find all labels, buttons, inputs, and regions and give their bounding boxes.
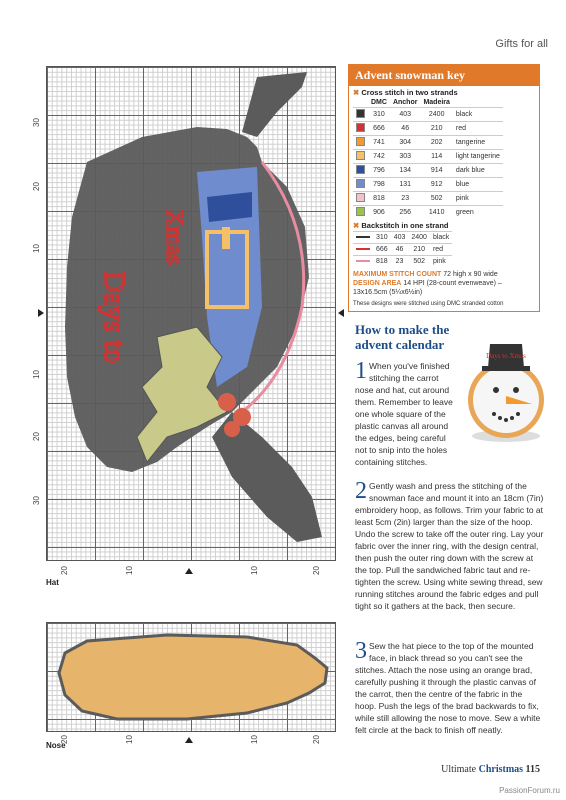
- key-cell: 256: [390, 206, 421, 220]
- col-anchor: Anchor: [392, 99, 418, 106]
- cross-heading: ✖ Cross stitch in two strands: [353, 88, 458, 97]
- key-row: [353, 122, 503, 136]
- tick-bottom-3: 10: [249, 566, 259, 575]
- buckle-pin: [222, 227, 230, 249]
- key-cell: 502: [408, 256, 430, 268]
- key-cell: red: [430, 244, 452, 256]
- key-cell: pink: [430, 256, 452, 268]
- backstitch-swatch: [356, 260, 370, 262]
- key-cell: 912: [420, 178, 452, 192]
- key-cell: blue: [453, 178, 503, 192]
- backstitch-swatch: [356, 248, 370, 250]
- key-cell: pink: [453, 192, 503, 206]
- key-symbol: [353, 108, 368, 122]
- howto-title: How to make the advent calendar: [355, 322, 450, 352]
- nose-tick-3: 10: [249, 735, 259, 744]
- page-footer: Ultimate Christmas 115: [441, 764, 540, 775]
- key-cell: 2400: [420, 108, 452, 122]
- hat-text-xmas: Xmas: [161, 209, 187, 265]
- backstitch-swatch: [356, 236, 370, 238]
- key-cell: 403: [390, 108, 421, 122]
- col-dmc: DMC: [371, 99, 387, 106]
- hat-text-vertical: Days to: [98, 270, 131, 364]
- tick-bottom-2: 10: [124, 566, 134, 575]
- thread-note: These designs were stitched using DMC stranded cotton: [353, 301, 504, 308]
- key-cell: 666: [368, 122, 390, 136]
- key-cell: 46: [390, 122, 421, 136]
- color-swatch: [356, 151, 365, 160]
- nose-label: Nose: [46, 741, 66, 750]
- section-label: Gifts for all: [495, 38, 548, 50]
- key-cell: 914: [420, 164, 452, 178]
- holly-berry-3: [224, 421, 240, 437]
- key-cell: dark blue: [453, 164, 503, 178]
- key-cell: 303: [390, 150, 421, 164]
- key-title: Advent snowman key: [349, 65, 539, 86]
- tick-left-5: 20: [31, 432, 41, 441]
- key-row: [353, 150, 503, 164]
- key-cell: 304: [390, 136, 421, 150]
- key-cell: 818: [368, 192, 390, 206]
- key-cell: black: [453, 108, 503, 122]
- tick-left-4: 10: [31, 370, 41, 379]
- key-cell: 46: [391, 244, 409, 256]
- key-cell: 1410: [420, 206, 452, 220]
- key-cell: 210: [420, 122, 452, 136]
- key-symbol: [353, 136, 368, 150]
- key-cell: 818: [373, 256, 391, 268]
- key-symbol: [353, 122, 368, 136]
- key-cell: 2400: [408, 232, 430, 244]
- carrot-nose: [59, 635, 327, 719]
- nose-tick-2: 10: [124, 735, 134, 744]
- nose-tick-4: 20: [311, 735, 321, 744]
- key-cell: 310: [373, 232, 391, 244]
- center-arrow-right: [338, 309, 344, 317]
- step-2: 2 Gently wash and press the stitching of the snowman face and mount it into an 18cm (7in) embroidery hoop, as follows. Trim your fabric to at least 5cm (2in) larger than the size of the hoop. Undo the screw to take off the outer ring. Lay your fabric over the inner ring, with the design central, then push the outer ring down with the screw at the top. Pull the sandwiched fabric taut and re-tighten the screw. Using white sewing thread, sew running stitches around the fabric edges and pull tight so it gathers at the back, then secure.: [355, 478, 544, 611]
- color-swatch: [356, 165, 365, 174]
- key-cell: 502: [420, 192, 452, 206]
- color-swatch: [356, 193, 365, 202]
- key-cell: 134: [390, 164, 421, 178]
- center-arrow-left: [38, 309, 44, 317]
- color-swatch: [356, 207, 365, 216]
- stitch-key: [348, 64, 540, 312]
- key-row: [353, 206, 503, 220]
- tick-bottom-4: 20: [311, 566, 321, 575]
- key-cell: 796: [368, 164, 390, 178]
- key-symbol: [353, 244, 373, 256]
- nose-center-arrow: [185, 737, 193, 743]
- tick-left-1: 30: [31, 118, 41, 127]
- hoop-hat-text: Days to Xmas: [486, 352, 526, 360]
- key-cell: 741: [368, 136, 390, 150]
- back-table: [353, 231, 452, 267]
- col-madeira: Madeira: [423, 99, 450, 106]
- key-cell: red: [453, 122, 503, 136]
- nose-chart: [46, 622, 336, 732]
- key-cell: 202: [420, 136, 452, 150]
- stitch-count: MAXIMUM STITCH COUNT 72 high x 90 wide DESIGN AREA 14 HPI (28-count evenweave) – 13x16.5cm (5¼x6½in): [353, 271, 502, 296]
- key-symbol: [353, 232, 373, 244]
- holly-berry-1: [218, 393, 236, 411]
- key-cell: 210: [408, 244, 430, 256]
- key-row: [353, 178, 503, 192]
- key-cell: light tangerine: [453, 150, 503, 164]
- back-heading: ✖ Backstitch in one strand: [353, 221, 449, 230]
- color-swatch: [356, 137, 365, 146]
- step-3: 3 Sew the hat piece to the top of the mounted face, in black thread so you can't see the stitches. Attach the nose using an orange brad, carefully pushing it through the plastic canvas of the carrot, then the centre of the fabric in the hoop. Push the legs of the brad backwards to fix, while still allowing the nose to move. Sew a white felt circle at the back to finish off neatly.: [355, 638, 541, 735]
- hat-band-dark: [207, 192, 252, 222]
- key-cell: 114: [420, 150, 452, 164]
- key-cell: black: [430, 232, 452, 244]
- key-symbol: [353, 178, 368, 192]
- key-cell: 310: [368, 108, 390, 122]
- key-row: [353, 136, 503, 150]
- key-symbol: [353, 192, 368, 206]
- key-cell: 742: [368, 150, 390, 164]
- key-row: [353, 108, 503, 122]
- key-row: [353, 192, 503, 206]
- key-cell: 23: [391, 256, 409, 268]
- color-swatch: [356, 109, 365, 118]
- key-cell: 23: [390, 192, 421, 206]
- cross-table: [353, 98, 503, 219]
- tick-left-6: 30: [31, 496, 41, 505]
- tick-left-2: 20: [31, 182, 41, 191]
- key-row: [353, 164, 503, 178]
- key-symbol: [353, 164, 368, 178]
- tick-bottom-1: 20: [59, 566, 69, 575]
- key-cell: 131: [390, 178, 421, 192]
- hat-chart-art: [47, 67, 337, 562]
- nose-tick-1: 20: [59, 735, 69, 744]
- key-cell: tangerine: [453, 136, 503, 150]
- key-row: [353, 232, 452, 244]
- hat-label: Hat: [46, 578, 59, 587]
- key-symbol: [353, 256, 373, 268]
- key-row: [353, 256, 452, 268]
- key-symbol: [353, 150, 368, 164]
- key-cell: 666: [373, 244, 391, 256]
- color-swatch: [356, 123, 365, 132]
- hat-brim-top: [242, 72, 307, 137]
- key-cell: 403: [391, 232, 409, 244]
- key-cell: green: [453, 206, 503, 220]
- hat-chart: [46, 66, 336, 561]
- center-arrow-bottom: [185, 568, 193, 574]
- watermark: PassionForum.ru: [499, 786, 560, 795]
- tick-left-3: 10: [31, 244, 41, 253]
- snowman-hoop-photo: [460, 338, 552, 450]
- key-cell: 798: [368, 178, 390, 192]
- key-cell: 906: [368, 206, 390, 220]
- color-swatch: [356, 179, 365, 188]
- nose-chart-art: [47, 623, 337, 733]
- key-symbol: [353, 206, 368, 220]
- step-1: 1 When you've finished stitching the carrot nose and hat, cut around them. Remember to leave one whole square of the plastic canvas all around the edges, being careful not to snip into the holes containing stitches.: [355, 358, 453, 467]
- key-row: [353, 244, 452, 256]
